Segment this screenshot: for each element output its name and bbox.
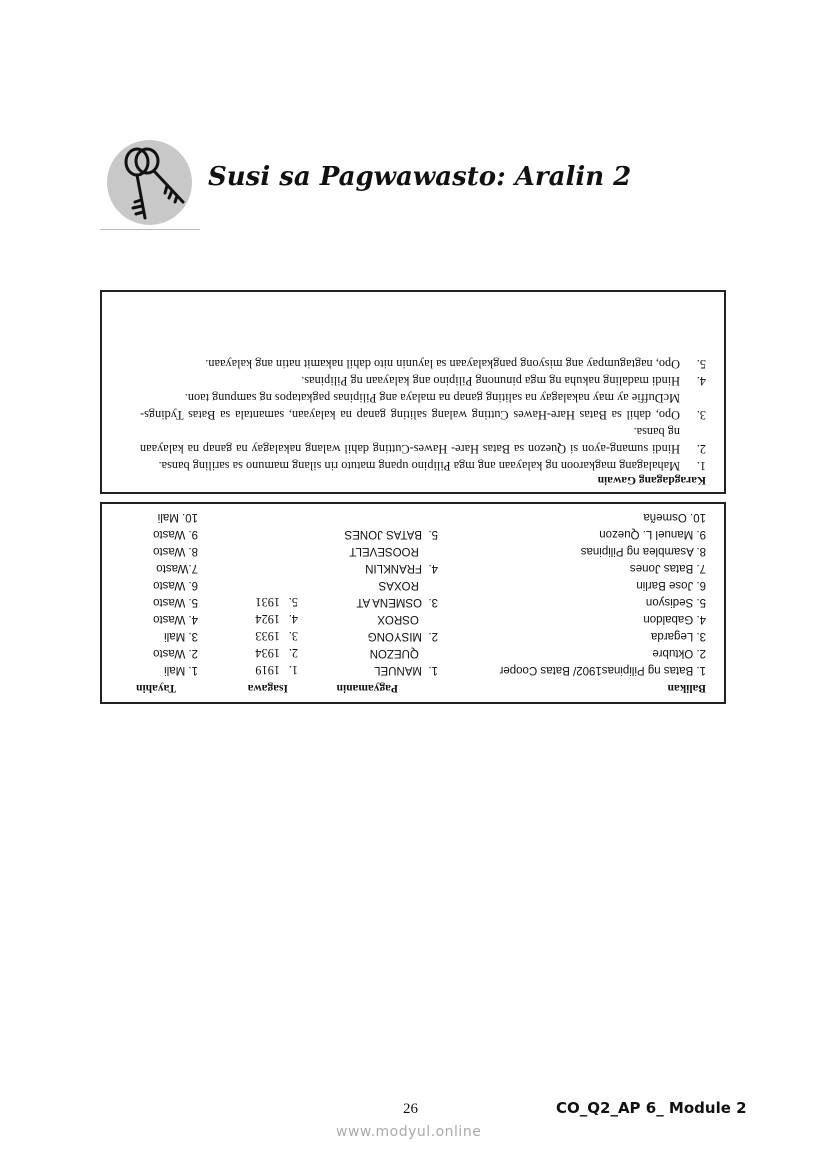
pagyamanin-cell: 2. MISYONG <box>367 630 438 642</box>
pagyamanin-cell: ROOSEVELT <box>349 545 438 557</box>
isagawa-number: 5. <box>288 595 298 609</box>
item-number: 1. <box>696 459 706 473</box>
tayahin-cell: 9. Wasto <box>153 528 198 540</box>
tayahin-cell: 8. Wasto <box>153 545 198 557</box>
item-text: Hindi madaling nakuha ng mga pinunong Pilipino ang kalayaan ng Pilipinas. <box>301 374 680 388</box>
item-text: Mahalagang magkaroon ng kalayaan ang mga Pilipino upang matuto rin silang mamuno sa sariling bansa. <box>158 459 680 473</box>
list-item <box>140 389 706 423</box>
isagawa-number: 1. <box>288 663 298 677</box>
isagawa-number: 2. <box>288 646 298 660</box>
table-row <box>102 661 724 678</box>
isagawa-year: 1924 <box>255 612 280 626</box>
list-item <box>140 372 706 389</box>
page-title: Susi sa Pagwawasto: Aralin 2 <box>208 162 632 192</box>
section-heading: Karagdagang Gawain <box>597 474 706 486</box>
tayahin-cell: 10. Mali <box>157 511 198 523</box>
tayahin-cell: 1. Mali <box>164 664 198 676</box>
table-row <box>102 593 724 610</box>
isagawa-year: 1931 <box>255 595 280 609</box>
header-balikan: Balikan <box>667 682 706 694</box>
table-row <box>102 627 724 644</box>
item-number: 3. <box>696 408 706 422</box>
isagawa-number: 4. <box>288 612 298 626</box>
table-row <box>102 610 724 627</box>
answer-key-box <box>100 502 726 704</box>
balikan-cell: 3. Legarda <box>651 630 706 642</box>
table-row <box>102 542 724 559</box>
table-row <box>102 508 724 525</box>
tayahin-cell: 3. Mali <box>164 630 198 642</box>
isagawa-year: 1934 <box>255 646 280 660</box>
item-text: Opo, dahil sa Batas Hare-Hawes Cutting walang saliting ganap na kalayaan, samantala sa Batas Tydings-McDuffie ay may nakalagay na saliting ganap na malaya ang Pilipinas pagkatapos ng sampung taon. <box>140 391 680 422</box>
divider <box>100 229 200 230</box>
list-item <box>140 457 706 474</box>
table-row <box>102 525 724 542</box>
balikan-cell: 10. Osmeña <box>643 511 706 523</box>
table-row <box>102 576 724 593</box>
list-item <box>140 355 706 372</box>
table-row <box>102 559 724 576</box>
tayahin-cell: 6. Wasto <box>153 579 198 591</box>
balikan-cell: 5. Sedisyon <box>645 596 706 608</box>
pagyamanin-cell: OSROX <box>377 613 438 625</box>
pagyamanin-cell: 4. FRANKLIN <box>365 562 438 574</box>
tayahin-cell: 4. Wasto <box>153 613 198 625</box>
balikan-cell: 2. Oktubre <box>652 647 706 659</box>
pagyamanin-cell: QUEZON <box>369 647 438 659</box>
watermark: www.modyul.online <box>336 1124 482 1140</box>
list-item <box>140 423 706 457</box>
tayahin-cell: 2. Wasto <box>153 647 198 659</box>
balikan-cell: 4. Gabaldon <box>643 613 706 625</box>
balikan-cell: 6. Jose Barlin <box>636 579 706 591</box>
isagawa-year: 1919 <box>255 663 280 677</box>
page-number: 26 <box>403 1101 418 1117</box>
karagdagang-gawain-box <box>100 290 726 494</box>
tayahin-cell: 7.Wasto <box>156 562 198 574</box>
isagawa-year: 1933 <box>255 629 280 643</box>
pagyamanin-cell: ROXAS <box>378 579 438 591</box>
item-text: Hindi sumang-ayon si Quezon sa Batas Hare- Hawes-Cutting dahil walang nakalagay na ganap na kalayaan ng bansa. <box>140 425 680 456</box>
table-row <box>102 644 724 661</box>
header-pagyamanin: Pagyamanin <box>336 682 398 694</box>
module-code: CO_Q2_AP 6_ Module 2 <box>556 1099 747 1117</box>
header-isagawa: Isagawa <box>247 682 288 694</box>
tayahin-cell: 5. Wasto <box>153 596 198 608</box>
balikan-cell: 7. Batas Jones <box>629 562 706 574</box>
pagyamanin-cell: 1. MANUEL <box>374 664 438 676</box>
balikan-cell: 9. Manuel L. Quezon <box>599 528 706 540</box>
keys-icon <box>107 140 192 225</box>
pagyamanin-cell: 3. OSMENA AT <box>356 596 438 608</box>
header-row <box>102 679 724 696</box>
balikan-cell: 1. Batas ng Pilipinas1902/ Batas Cooper <box>499 664 706 676</box>
balikan-cell: 8. Asamblea ng Pilipinas <box>580 545 706 557</box>
isagawa-number: 3. <box>288 629 298 643</box>
item-number: 5. <box>696 357 706 371</box>
header-tayahin: Tayahin <box>136 682 176 694</box>
item-number: 4. <box>696 374 706 388</box>
pagyamanin-cell: 5. BATAS JONES <box>344 528 438 540</box>
item-number: 2. <box>696 442 706 456</box>
item-text: Opo, nagtagumpay ang misyong pangkalayaan sa layunin nito dahil nakamit natin ang kalayaan. <box>205 357 680 371</box>
